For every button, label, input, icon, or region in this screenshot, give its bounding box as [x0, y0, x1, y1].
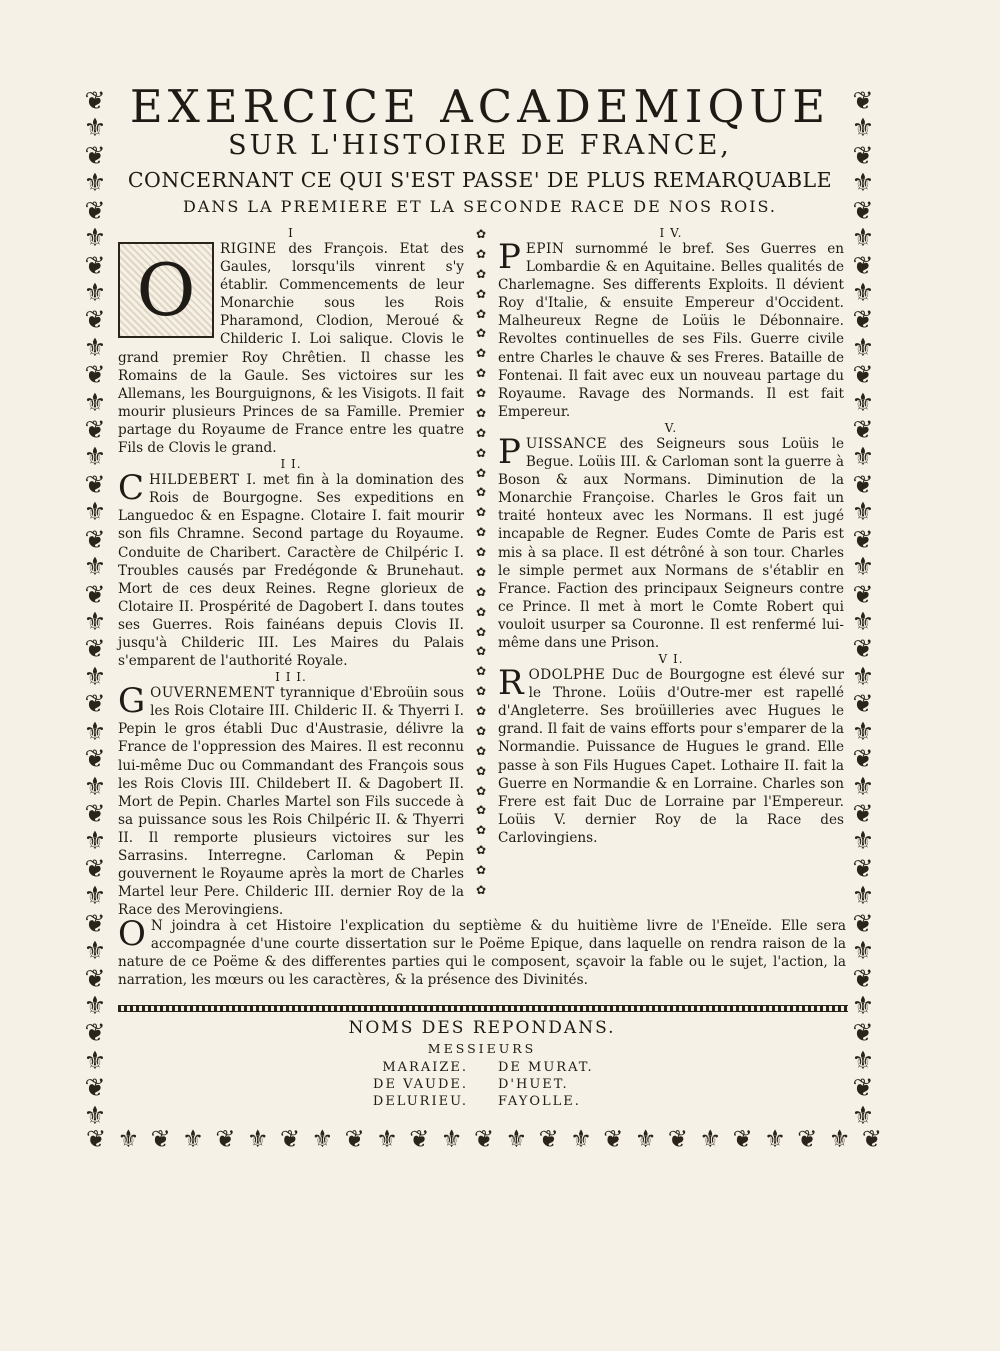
fleuron-ornament-icon: ❦: [852, 140, 874, 170]
fleuron-ornament-icon: ❦: [84, 908, 106, 938]
fleuron-ornament-icon: ❦: [852, 908, 874, 938]
section-lead: RIGINE: [220, 241, 277, 257]
fleuron-ornament-icon: ⚜: [851, 387, 875, 417]
fleuron-ornament-icon: ✿: [475, 425, 487, 440]
fleuron-ornament-icon: ⚜: [851, 771, 875, 801]
fleuron-ornament-icon: ❦: [86, 1125, 107, 1153]
drop-cap: O: [118, 914, 146, 954]
fleuron-ornament-icon: ⚜: [851, 716, 875, 746]
fleuron-ornament-icon: ⚜: [83, 113, 107, 143]
fleuron-ornament-icon: ✿: [475, 505, 487, 520]
fleuron-ornament-icon: ❦: [84, 1018, 106, 1048]
section-6: [498, 652, 844, 847]
fleuron-ornament-icon: ✿: [475, 286, 487, 301]
fleuron-ornament-icon: ✿: [475, 306, 487, 321]
fleuron-ornament-icon: ⚜: [851, 277, 875, 307]
fleuron-ornament-icon: ❦: [852, 853, 874, 883]
fleuron-ornament-icon: ✿: [475, 366, 487, 381]
fleuron-ornament-icon: ✿: [475, 227, 487, 241]
section-text: des Seigneurs sous Loüis le Begue. Loüis III. & Carloman sont la guerre à Boson & aux Normans. Diminution de la Monarchie Françoise. Charles le Gros fait un traité honteux avec les Normans. Il est jugé incapable de Regner. Eudes Comte de Paris est mis à sa place. Il est détrôné à son tour. Charles le simple permet aux Normans de s'établir en France. Faction des principaux Seigneurs contre ce Prince. Il met à mort le Comte Robert qui vouloit usurper sa Couronne. Il est renfermé lui-même dans une Prison.: [498, 435, 844, 651]
fleuron-ornament-icon: ⚜: [851, 1045, 875, 1075]
section-number: I I.: [280, 457, 302, 472]
section-4: [498, 226, 844, 421]
fleuron-ornament-icon: ❦: [852, 305, 874, 335]
fleuron-ornament-icon: ❦: [852, 963, 874, 993]
fleuron-ornament-icon: ✿: [475, 803, 487, 818]
fleuron-ornament-icon: ❦: [84, 360, 106, 390]
fleuron-ornament-icon: ✿: [475, 882, 487, 897]
section-text: I. met fin à la domination des Rois de Bourgogne. Ses expeditions en Languedoc & en Espagne. Clotaire I. fait mourir son fils Chramne. Second partage du Royaume. Conduite de Charibert. Caractère de Chilpéric I. Troubles causés par Fredégonde & Brunehaut. Mort de ces deux Reines. Regne glorieux de Clotaire II. Prospérité de Dagobert I. dans toutes ses Guerres. Rois fainéans depuis Clovis II. jusqu'à Childeric III. Les Maires du Palais s'emparent de l'authorité Royale.: [118, 472, 464, 670]
fleuron-ornament-icon: ❦: [852, 744, 874, 774]
drop-cap: C: [118, 468, 145, 509]
fleuron-ornament-icon: ⚜: [851, 497, 875, 527]
fleuron-ornament-icon: ✿: [475, 346, 487, 361]
fleuron-ornament-icon: ⚜: [851, 223, 875, 253]
fleuron-ornament-icon: ❦: [852, 1018, 874, 1048]
main-title: EXERCICE ACADEMIQUE: [129, 80, 831, 133]
fleuron-ornament-icon: ⚜: [505, 1125, 528, 1153]
fleuron-ornament-icon: ❦: [215, 1125, 236, 1153]
section-lead: UISSANCE: [525, 435, 608, 452]
fleuron-ornament-icon: ❦: [852, 360, 874, 390]
fleuron-ornament-icon: ✿: [475, 624, 487, 639]
section-text: des François. Etat des Gaules, lorsqu'ils vinrent s'y établir. Commencements de leur Monarchie sous les Rois Pharamond, Clodion, Meroué & Childeric I. Loi salique. Clovis le grand premier Roy Chrêtien. Il chasse les Romains de la Gaule. Ses victoires sur les Allemans, les Bourguignons, & les Visigots. Il fait mourir plusieurs Princes de sa Famille. Premier partage du Royaume de France entre les quatre Fils de Clovis le grand.: [118, 241, 464, 457]
fleuron-ornament-icon: ❦: [84, 140, 106, 170]
respondant-name: FAYOLLE.: [498, 1094, 581, 1109]
fleuron-ornament-icon: ❦: [84, 689, 106, 719]
fleuron-ornament-icon: ❦: [852, 798, 874, 828]
right-column: [498, 226, 844, 847]
respondant-name: DE MURAT.: [498, 1060, 594, 1075]
fleuron-ornament-icon: ❦: [852, 634, 874, 664]
respondants-subtitle: MESSIEURS: [427, 1041, 537, 1056]
right-ornament-border: [848, 88, 878, 1128]
fleuron-ornament-icon: ❦: [852, 415, 874, 445]
fleuron-ornament-icon: ✿: [475, 326, 487, 341]
respondants-right-list: [498, 1059, 698, 1110]
fleuron-ornament-icon: ✿: [475, 604, 487, 619]
fleuron-ornament-icon: ⚜: [851, 607, 875, 637]
fleuron-ornament-icon: ✿: [475, 823, 487, 838]
fleuron-ornament-icon: ⚜: [851, 826, 875, 856]
fleuron-ornament-icon: ❦: [84, 798, 106, 828]
fleuron-ornament-icon: ✿: [475, 843, 487, 858]
fleuron-ornament-icon: ❦: [732, 1125, 753, 1153]
fleuron-ornament-icon: ❦: [852, 579, 874, 609]
fleuron-ornament-icon: ❦: [538, 1125, 559, 1153]
section-3: [118, 670, 464, 919]
section-lead: ODOLPHE: [528, 667, 606, 684]
fleuron-ornament-icon: ❦: [84, 195, 106, 225]
fleuron-ornament-icon: ⚜: [83, 497, 107, 527]
fleuron-ornament-icon: ⚜: [83, 881, 107, 911]
fleuron-ornament-icon: ⚜: [83, 552, 107, 582]
fleuron-ornament-icon: ⚜: [851, 113, 875, 143]
fleuron-ornament-icon: ❦: [84, 415, 106, 445]
fleuron-ornament-icon: ⚜: [83, 826, 107, 856]
section-1: [118, 226, 464, 457]
drop-cap: G: [118, 681, 146, 722]
respondants-title: NOMS DES REPONDANS.: [348, 1018, 616, 1038]
fleuron-ornament-icon: ⚜: [182, 1125, 204, 1153]
fleuron-ornament-icon: ❦: [84, 524, 106, 554]
fleuron-ornament-icon: ✿: [475, 386, 487, 400]
fleuron-ornament-icon: ❦: [852, 469, 874, 499]
respondant-name: D'HUET.: [498, 1077, 569, 1092]
fleuron-ornament-icon: ⚜: [83, 1045, 107, 1075]
fleuron-ornament-icon: ✿: [475, 723, 487, 738]
fleuron-ornament-icon: ✿: [475, 525, 487, 540]
fleuron-ornament-icon: ❦: [279, 1125, 301, 1153]
fleuron-ornament-icon: ✿: [475, 564, 487, 579]
fleuron-ornament-icon: ❦: [473, 1125, 495, 1153]
fleuron-ornament-icon: ✿: [475, 485, 487, 500]
fleuron-ornament-icon: ✿: [475, 465, 487, 480]
fleuron-ornament-icon: ✿: [475, 584, 487, 599]
fleuron-ornament-icon: ❦: [667, 1125, 689, 1153]
fleuron-ornament-icon: ⚜: [851, 661, 875, 691]
respondant-name: DE VAUDE.: [373, 1077, 468, 1092]
fleuron-ornament-icon: ⚜: [851, 881, 875, 911]
fleuron-ornament-icon: ⚜: [117, 1125, 140, 1153]
decorated-initial: [118, 242, 214, 338]
left-column: [118, 226, 464, 919]
fleuron-ornament-icon: ❦: [852, 1073, 874, 1103]
fleuron-ornament-icon: ⚜: [851, 990, 875, 1020]
bottom-ornament-border: [86, 1124, 882, 1154]
fleuron-ornament-icon: ✿: [475, 644, 487, 659]
fleuron-ornament-icon: ❦: [84, 634, 106, 664]
fleuron-ornament-icon: ⚜: [83, 771, 107, 801]
fleuron-ornament-icon: ❦: [84, 579, 106, 609]
fleuron-ornament-icon: ❦: [84, 250, 106, 280]
fleuron-ornament-icon: ✿: [475, 266, 487, 281]
drop-cap: P: [498, 237, 521, 277]
fleuron-ornament-icon: ⚜: [83, 1100, 107, 1130]
fleuron-ornament-icon: ⚜: [83, 936, 107, 966]
fleuron-ornament-icon: ❦: [852, 689, 874, 719]
fleuron-ornament-icon: ⚜: [851, 442, 875, 472]
fleuron-ornament-icon: ⚜: [83, 223, 107, 253]
fleuron-ornament-icon: ❦: [84, 1073, 106, 1103]
fleuron-ornament-icon: ✿: [475, 763, 487, 778]
initial-letter: O: [136, 248, 196, 332]
fleuron-ornament-icon: ⚜: [570, 1125, 592, 1153]
fleuron-ornament-icon: ✿: [475, 704, 487, 718]
fleuron-ornament-icon: ❦: [409, 1125, 430, 1153]
fleuron-ornament-icon: ❦: [852, 250, 874, 280]
subtitle: SUR L'HISTOIRE DE FRANCE,: [228, 130, 732, 161]
left-ornament-border: [80, 88, 110, 1128]
fleuron-ornament-icon: ❦: [861, 1125, 882, 1153]
fleuron-ornament-icon: ⚜: [699, 1125, 722, 1153]
section-number: I V.: [659, 226, 683, 240]
fleuron-ornament-icon: ❦: [84, 853, 106, 883]
section-text: Duc de Bourgogne est élevé sur le Throne. Loüis d'Outre-mer est rapellé d'Angleterre. Ses broüilleries avec Hugues le grand. Il fait de vains efforts pour s'emparer de la Normandie. Puissance de Hugues le grand. Elle passe à son Fils Hugues Capet. Lothaire II. fait la Guerre en Normandie & en Lorraine. Charles son Frere est fait Duc de Lorraine par l'Empereur. Loüis V. dernier Roy de la Race des Carlovingiens.: [498, 667, 844, 846]
fleuron-ornament-icon: ⚜: [83, 607, 107, 637]
fleuron-ornament-icon: ⚜: [83, 168, 107, 198]
subtitle-line-4: DANS LA PREMIERE ET LA SECONDE RACE DE NOS ROIS.: [182, 197, 777, 216]
fleuron-ornament-icon: ⚜: [83, 332, 107, 362]
section-number: I I I.: [275, 670, 307, 685]
subtitle-line-3: CONCERNANT CE QUI S'EST PASSE' DE PLUS REMARQUABLE: [127, 168, 833, 192]
fleuron-ornament-icon: ⚜: [83, 277, 107, 307]
drop-cap: P: [498, 431, 521, 472]
section-lead: HILDEBERT: [149, 472, 240, 489]
fleuron-ornament-icon: ❦: [84, 305, 106, 335]
fleuron-ornament-icon: ✿: [475, 664, 487, 679]
section-number: V I.: [658, 652, 684, 667]
fleuron-ornament-icon: ⚜: [83, 661, 107, 691]
fleuron-ornament-icon: ❦: [344, 1125, 365, 1153]
fleuron-ornament-icon: ✿: [475, 445, 487, 460]
section-text: surnommé le bref. Ses Guerres en Lombardie & en Aquitaine. Belles qualités de Charlemagne. Ses differents Exploits. Il dévient Roy d'Italie, & ensuite Empereur d'Occident. Malheureux Regne de Loüis le Débonnaire. Revoltes continuelles de ses Fils. Guerre civile entre Charles le chauve & ses Freres. Bataille de Fontenai. Il fait avec eux un nouveau partage du Royaume. Ravage des Normands. Il est fait Empereur.: [498, 241, 844, 420]
fleuron-ornament-icon: ⚜: [440, 1125, 463, 1153]
fleuron-ornament-icon: ✿: [475, 743, 487, 758]
fleuron-ornament-icon: ⚜: [851, 168, 875, 198]
fleuron-ornament-icon: ⚜: [376, 1125, 398, 1153]
section-number: V.: [664, 420, 678, 435]
fleuron-ornament-icon: ❦: [84, 744, 106, 774]
fleuron-ornament-icon: ⚜: [311, 1125, 334, 1153]
fleuron-ornament-icon: ⚜: [764, 1125, 786, 1153]
section-number: I: [288, 226, 294, 240]
ornamental-rule: [118, 1005, 848, 1012]
fleuron-ornament-icon: ✿: [475, 246, 487, 261]
column-divider-ornament: [474, 228, 488, 896]
fleuron-ornament-icon: ⚜: [83, 387, 107, 417]
fleuron-ornament-icon: ⚜: [851, 332, 875, 362]
fleuron-ornament-icon: ⚜: [851, 936, 875, 966]
closing-paragraph: [118, 914, 846, 989]
fleuron-ornament-icon: ✿: [475, 405, 487, 420]
fleuron-ornament-icon: ✿: [475, 863, 487, 877]
fleuron-ornament-icon: ✿: [475, 684, 487, 699]
fleuron-ornament-icon: ❦: [852, 524, 874, 554]
fleuron-ornament-icon: ❦: [852, 86, 874, 115]
respondant-name: MARAIZE.: [382, 1060, 468, 1075]
fleuron-ornament-icon: ❦: [852, 195, 874, 225]
section-2: [118, 457, 464, 670]
respondants-left-list: [300, 1059, 468, 1110]
fleuron-ornament-icon: ⚜: [246, 1125, 269, 1153]
fleuron-ornament-icon: ❦: [84, 963, 106, 993]
fleuron-ornament-icon: ⚜: [851, 1100, 875, 1130]
fleuron-ornament-icon: ❦: [797, 1125, 818, 1153]
fleuron-ornament-icon: ⚜: [83, 990, 107, 1020]
fleuron-ornament-icon: ❦: [603, 1125, 624, 1153]
fleuron-ornament-icon: ⚜: [828, 1125, 851, 1153]
fleuron-ornament-icon: ⚜: [851, 552, 875, 582]
fleuron-ornament-icon: ⚜: [83, 442, 107, 472]
section-lead: EPIN: [525, 241, 565, 257]
fleuron-ornament-icon: ✿: [475, 545, 487, 559]
drop-cap: R: [498, 663, 524, 704]
fleuron-ornament-icon: ⚜: [634, 1125, 657, 1153]
fleuron-ornament-icon: ⚜: [83, 716, 107, 746]
closing-text: N joindra à cet Histoire l'explication du septième & du huitième livre de l'Eneïde. Elle sera accompagnée d'une courte dissertation sur le Poëme Epique, dans laquelle on rendra raison de la nature de ce Poëme & des differentes parties qui le composent, sçavoir la fable ou le sujet, l'action, la narration, les mœurs ou les caractères, & la présence des Divinités.: [118, 918, 846, 989]
section-lead: OUVERNEMENT: [150, 685, 275, 702]
fleuron-ornament-icon: ❦: [84, 469, 106, 499]
fleuron-ornament-icon: ✿: [475, 783, 487, 798]
respondant-name: DELURIEU.: [372, 1094, 468, 1109]
section-5: [498, 421, 844, 652]
section-text: tyrannique d'Ebroüin sous les Rois Clotaire III. Childeric II. & Thyerri I. Pepin le gros établi Duc d'Austrasie, délivre la France de l'oppression des Maires. Il est reconnu lui-même Duc ou Commandant des François sous les Rois Clovis III. Childebert II. & Dagobert II. Mort de Pepin. Charles Martel son Fils succede à sa puissance sous les Rois Chilpéric II. & Thyerri II. Il remporte plusieurs victoires sur les Sarrasins. Interregne. Carloman & Pepin gouvernent le Royaume après la mort de Charles Martel leur Pere. Childeric III. dernier Roy de la Race des Merovingiens.: [118, 685, 464, 919]
fleuron-ornament-icon: ❦: [150, 1125, 171, 1153]
fleuron-ornament-icon: ❦: [84, 86, 106, 115]
